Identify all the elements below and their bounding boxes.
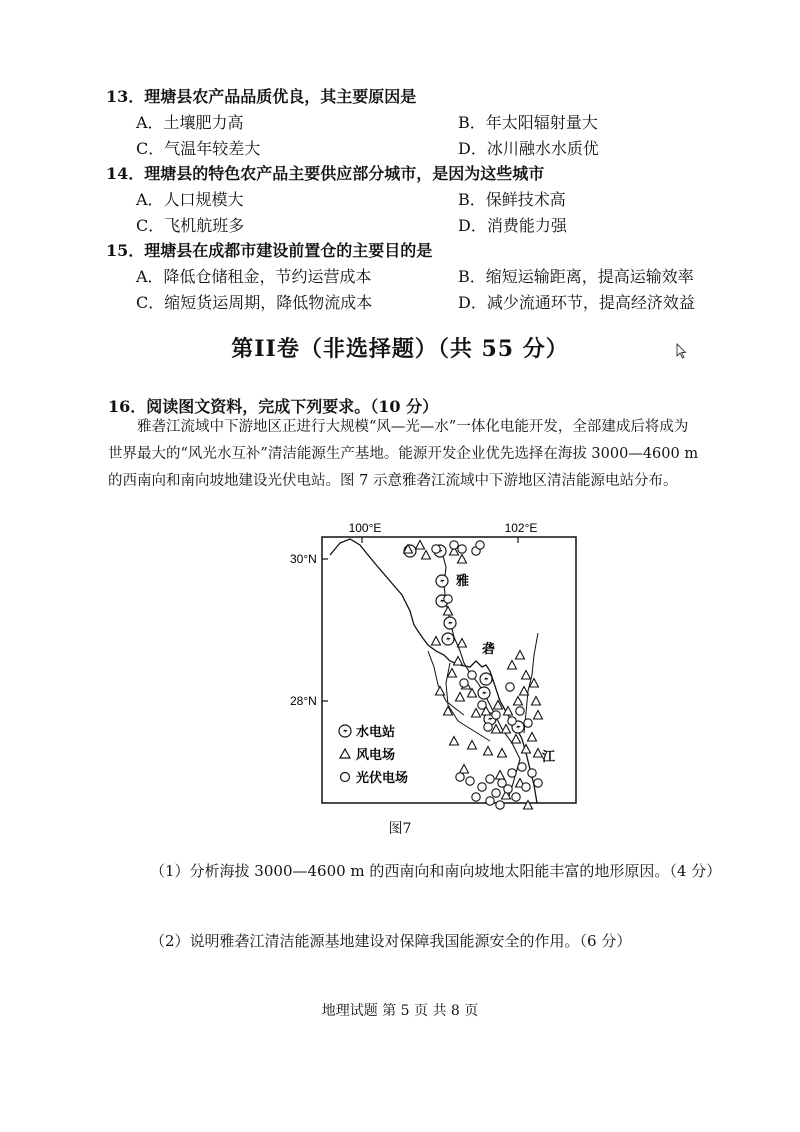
page-footer: 地理试题 第 5 页 共 8 页	[321, 1003, 479, 1019]
wind-farm-marker	[502, 725, 511, 734]
wind-farm-marker	[416, 541, 425, 550]
section-title: 第II卷（非选择题）（共 55 分）	[231, 336, 569, 362]
legend-solar-label: 光伏电场	[356, 771, 409, 786]
solar-farm-marker	[508, 769, 516, 777]
option-b: B．保鲜技术高	[458, 190, 566, 209]
map-svg	[250, 515, 590, 815]
wind-farm-marker	[484, 747, 493, 756]
material-line: 世界最大的“风光水互补”清洁能源生产基地。能源开发企业优先选择在海拔 3000—4600 m	[108, 446, 699, 462]
solar-farm-marker	[508, 717, 516, 725]
sub-question-2: （2）说明雅砻江清洁能源基地建设对保障我国能源安全的作用。（6 分）	[150, 932, 632, 950]
option-a: A．土壤肥力高	[136, 113, 244, 132]
sub-question-1: （1）分析海拔 3000—4600 m 的西南向和南向坡地太阳能丰富的地形原因。（4 分）	[150, 862, 722, 880]
question-16-material	[108, 414, 768, 495]
wind-farm-marker	[422, 551, 431, 560]
solar-farm-marker	[484, 723, 492, 731]
lat-label-30n: 30°N	[290, 552, 317, 566]
river-char-jiang: 江	[542, 750, 556, 765]
solar-farm-marker	[492, 711, 500, 719]
wind-farm-marker	[454, 657, 463, 666]
option-a: A．降低仓储租金，节约运营成本	[136, 267, 372, 286]
option-c: C．缩短货运周期，降低物流成本	[136, 293, 373, 312]
hydro-station-marker	[478, 687, 490, 699]
option-c: C．气温年较差大	[136, 139, 261, 158]
option-c: C．飞机航班多	[136, 216, 245, 235]
wind-farm-marker	[436, 687, 445, 696]
solar-farm-marker	[478, 701, 486, 709]
wind-farm-marker	[532, 697, 541, 706]
wind-farm-marker	[432, 637, 441, 646]
solar-farm-marker	[534, 779, 542, 787]
wind-farm-marker	[496, 771, 505, 780]
option-d: D．减少流通环节，提高经济效益	[458, 293, 695, 312]
solar-farm-marker	[522, 783, 530, 791]
material-line: 的西南向和南向坡地建设光伏电站。图 7 示意雅砻江流域中下游地区清洁能源电站分布。	[108, 473, 678, 489]
figure-label: 图7	[388, 821, 412, 837]
question-16-stem: 16．阅读图文资料，完成下列要求。（10 分）	[108, 397, 439, 416]
solar-farm-marker	[478, 783, 486, 791]
solar-farm-marker	[486, 775, 494, 783]
river-char-ya: 雅	[456, 574, 470, 589]
wind-farm-marker	[524, 801, 533, 810]
wind-farm-marker	[520, 687, 529, 696]
solar-farm-marker	[512, 793, 520, 801]
lon-label-102e: 102°E	[504, 521, 538, 535]
legend-hydro-label: 水电站	[356, 725, 396, 740]
mouse-cursor-icon	[676, 343, 688, 359]
option-d: D．冰川融水水质优	[458, 139, 599, 158]
wind-farm-marker	[516, 651, 525, 660]
solar-farm-marker	[496, 801, 504, 809]
wind-farm-marker	[508, 661, 517, 670]
option-a: A．人口规模大	[136, 190, 244, 209]
solar-farm-marker	[472, 793, 480, 801]
solar-farm-marker	[468, 671, 476, 679]
wind-farm-marker	[468, 689, 477, 698]
solar-farm-marker	[504, 785, 512, 793]
solar-farm-marker	[450, 541, 458, 549]
wind-farm-marker	[522, 671, 531, 680]
option-b: B．缩短运输距离，提高运输效率	[458, 267, 694, 286]
solar-farm-marker	[486, 797, 494, 805]
figure-7-map	[250, 515, 590, 815]
legend-solar-icon	[341, 773, 350, 782]
question-stem: 13．理塘县农产品品质优良，其主要原因是	[106, 87, 417, 106]
map-legend	[339, 724, 408, 786]
wind-farm-marker	[514, 697, 523, 706]
legend-wind-icon	[340, 749, 350, 758]
solar-farm-marker	[458, 545, 466, 553]
solar-farm-marker	[524, 719, 532, 727]
wind-farm-marker	[492, 725, 501, 734]
wind-farm-marker	[528, 733, 537, 742]
wind-farm-marker	[458, 555, 467, 564]
material-line: 雅砻江流域中下游地区正进行大规模“风—光—水”一体化电能开发，全部建成后将成为	[137, 419, 689, 435]
solar-farm-marker	[528, 769, 536, 777]
wind-farm-marker	[498, 749, 507, 758]
legend-hydro-icon	[339, 725, 351, 737]
wind-farm-marker	[512, 735, 521, 744]
solar-farm-marker	[456, 773, 464, 781]
wind-farm-marker	[444, 607, 453, 616]
option-d: D．消费能力强	[458, 216, 567, 235]
solar-farm-marker	[492, 789, 500, 797]
solar-farm-marker	[444, 595, 452, 603]
solar-farm-marker	[460, 679, 468, 687]
question-stem: 15．理塘县在成都市建设前置仓的主要目的是	[106, 241, 433, 260]
solar-farm-marker	[476, 541, 484, 549]
wind-farm-marker	[458, 639, 467, 648]
question-stem: 14．理塘县的特色农产品主要供应部分城市，是因为这些城市	[106, 164, 545, 183]
wind-farm-marker	[468, 741, 477, 750]
hydro-station-marker	[480, 673, 492, 685]
wind-farm-marker	[456, 693, 465, 702]
hydro-station-marker	[436, 575, 448, 587]
solar-farm-marker	[466, 777, 474, 785]
river-char-long: 砻	[482, 642, 496, 657]
solar-farm-marker	[518, 763, 526, 771]
basin-boundary	[330, 539, 537, 803]
wind-farm-marker	[450, 737, 459, 746]
option-b: B．年太阳辐射量大	[458, 113, 598, 132]
hydro-station-marker	[444, 617, 456, 629]
legend-wind-label: 风电场	[356, 748, 396, 763]
solar-farm-marker	[506, 683, 514, 691]
solar-farm-marker	[432, 545, 440, 553]
solar-farm-marker	[516, 707, 524, 715]
wind-farm-marker	[472, 709, 481, 718]
lat-label-28n: 28°N	[290, 694, 317, 708]
wind-farm-marker	[522, 745, 531, 754]
wind-farm-marker	[460, 765, 469, 774]
wind-farm-marker	[534, 711, 543, 720]
hydro-station-marker	[442, 633, 454, 645]
lon-label-100e: 100°E	[348, 521, 382, 535]
